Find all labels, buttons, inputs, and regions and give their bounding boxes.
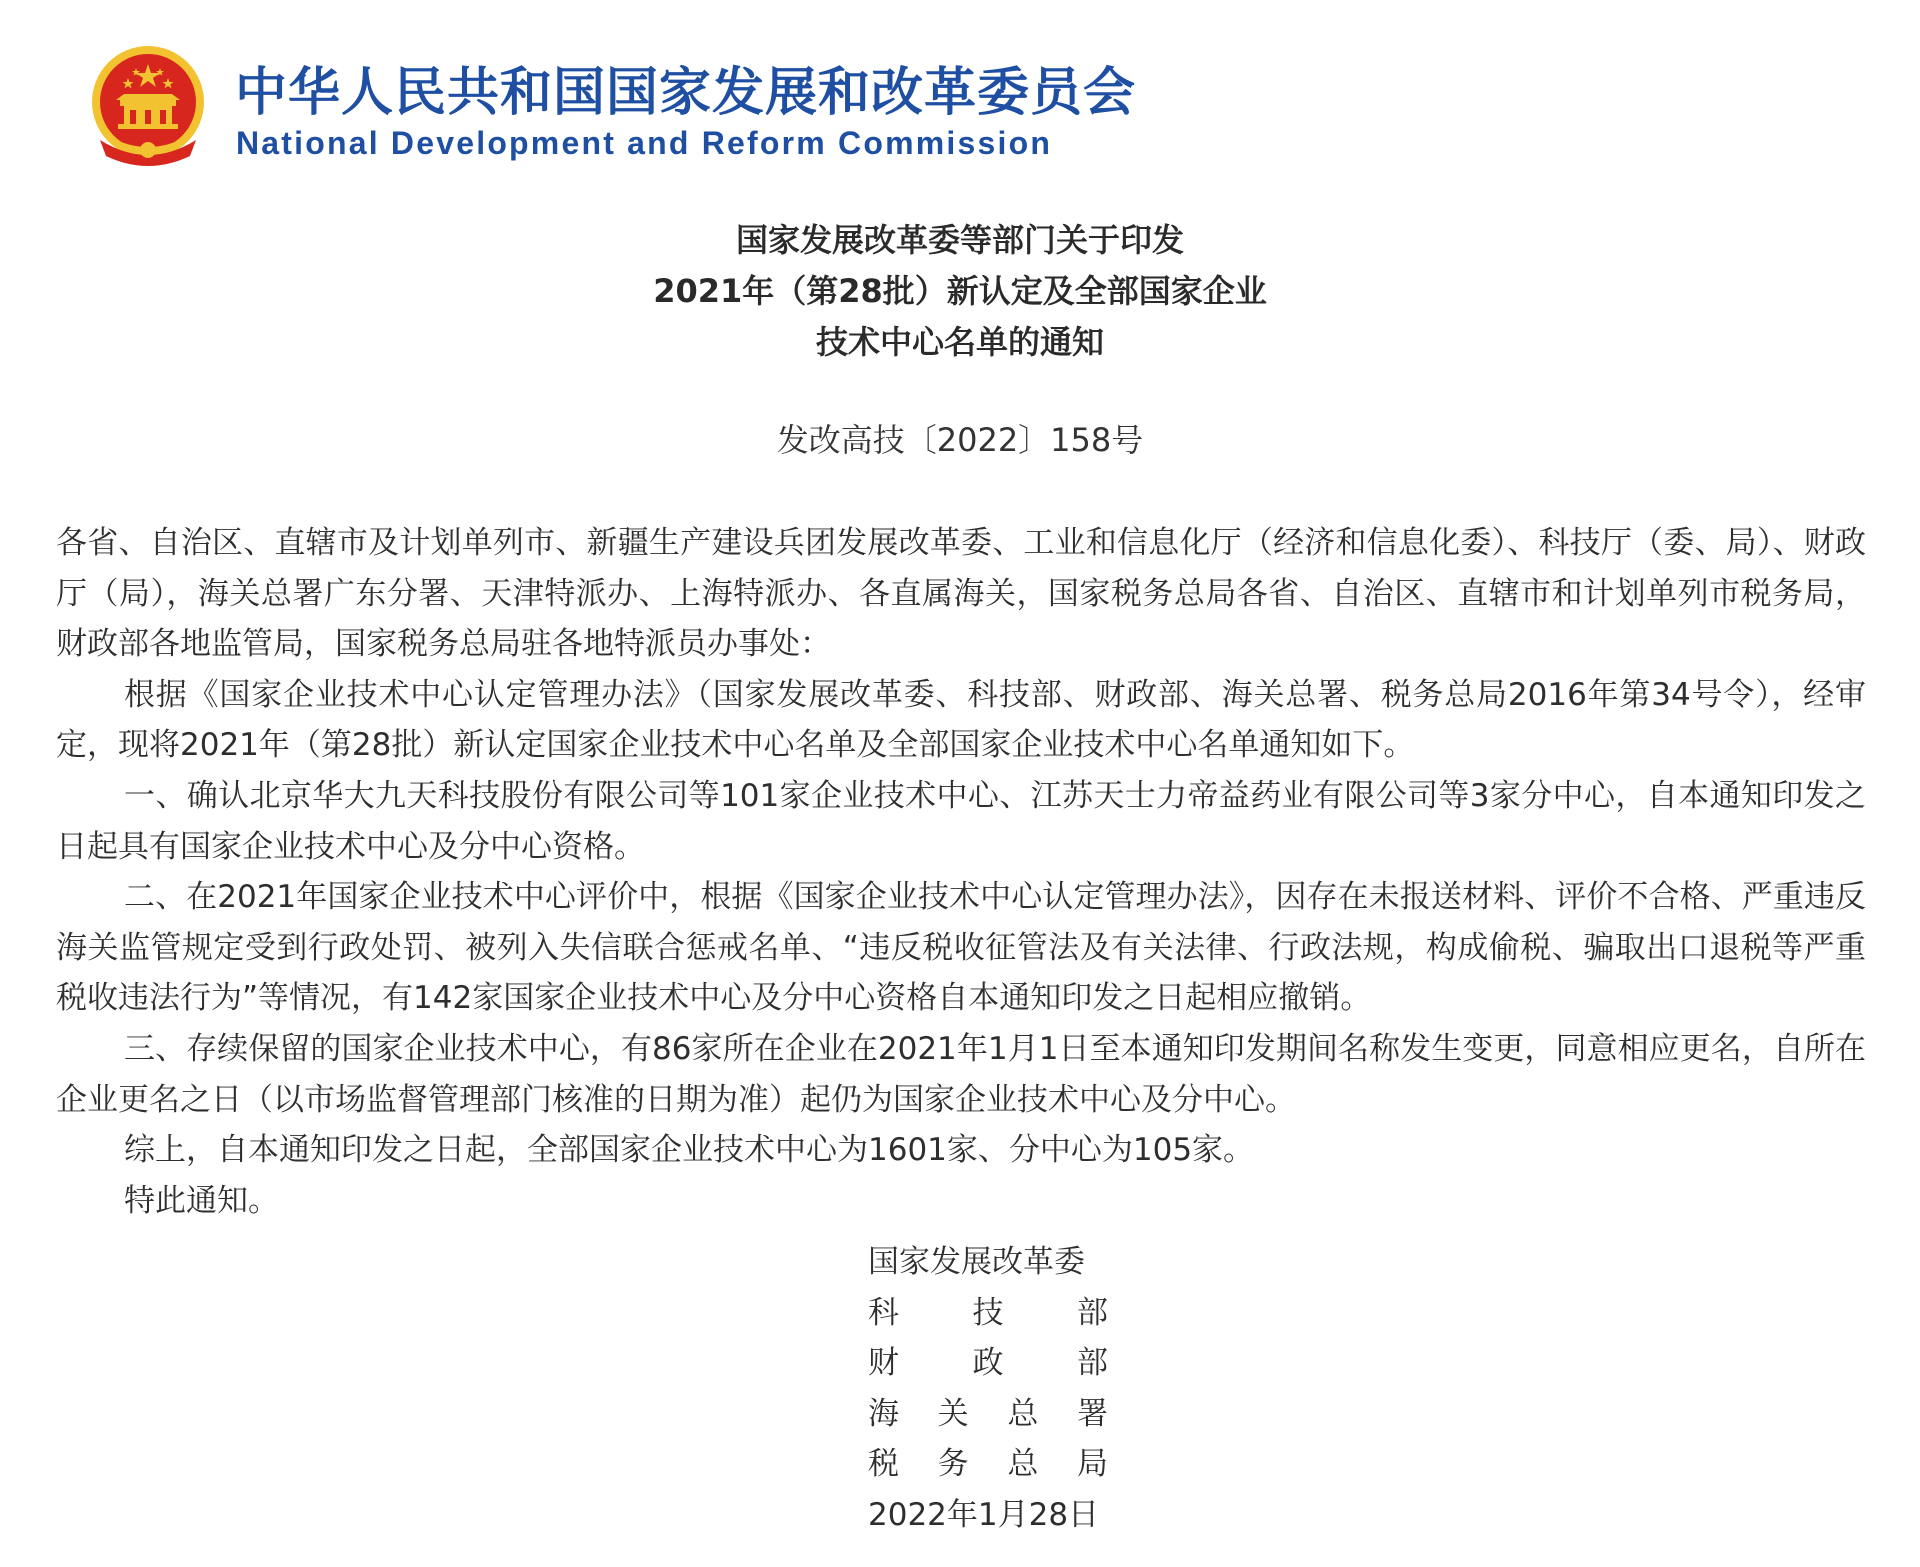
body-paragraph-4: 三、存续保留的国家企业技术中心，有86家所在企业在2021年1月1日至本通知印发期间名称发生变更，同意相应更名，自所在企业更名之日（以市场监督管理部门核准的日期为准）起仍为国家企业技术中心及分中心。 [56,1030,1866,1118]
body-paragraph-2: 一、确认北京华大九天科技股份有限公司等101家企业技术中心、江苏天士力帝益药业有限公司等3家分中心，自本通知印发之日起具有国家企业技术中心及分中心资格。 [56,777,1866,865]
page-header [90,44,1190,174]
signer-mof: 财政部 [868,1345,1108,1381]
signature-date: 2022年1月28日 [868,1496,1100,1533]
national-emblem-icon [90,44,206,168]
signer-most: 科技部 [868,1294,1108,1331]
recipients-paragraph: 各省、自治区、直辖市及计划单列市、新疆生产建设兵团发展改革委、工业和信息化厅（经济和信息化委）、科技厅（委、局）、财政厅（局），海关总署广东分署、天津特派办、上海特派办、各直属海关，国家税务总局各省、自治区、直辖市和计划单列市税务局，财政部各地监管局，国家税务总局驻各地特派员办事处： [56,525,1866,663]
org-name-chinese: 中华人民共和国国家发展和改革委员会 [235,63,1137,123]
body-paragraph-5: 综上，自本通知印发之日起，全部国家企业技术中心为1601家、分中心为105家。 [124,1132,1255,1169]
title-line-1: 国家发展改革委等部门关于印发 [735,221,1184,259]
document-title [0,215,1920,368]
signer-tax: 税务总局 [868,1446,1108,1482]
document-number: 发改高技〔2022〕158号 [776,421,1144,459]
body-paragraph-3: 二、在2021年国家企业技术中心评价中，根据《国家企业技术中心认定管理办法》，因存在未报送材料、评价不合格、严重违反海关监管规定受到行政处罚、被列入失信联合惩戒名单、“违反税收征管法及有关法律、行政法规，构成偷税、骗取出口退税等严重税收违法行为”等情况，有142家国家企业技术中心及分中心资格自本通知印发之日起相应撤销。 [56,879,1866,1017]
body-paragraph-1: 根据《国家企业技术中心认定管理办法》（国家发展改革委、科技部、财政部、海关总署、税务总局2016年第34号令），经审定，现将2021年（第28批）新认定国家企业技术中心名单及全部国家企业技术中心名单通知如下。 [56,676,1866,764]
title-line-2: 2021年（第28批）新认定及全部国家企业 [653,272,1267,310]
title-line-3: 技术中心名单的通知 [815,323,1104,361]
org-name-english: National Development and Reform Commission [236,125,1053,161]
document-body [56,518,1866,1226]
signature-block [868,1237,1108,1540]
closing-line: 特此通知。 [124,1182,279,1219]
signer-ndrc: 国家发展改革委 [868,1244,1085,1280]
signer-customs: 海关总署 [868,1395,1108,1432]
